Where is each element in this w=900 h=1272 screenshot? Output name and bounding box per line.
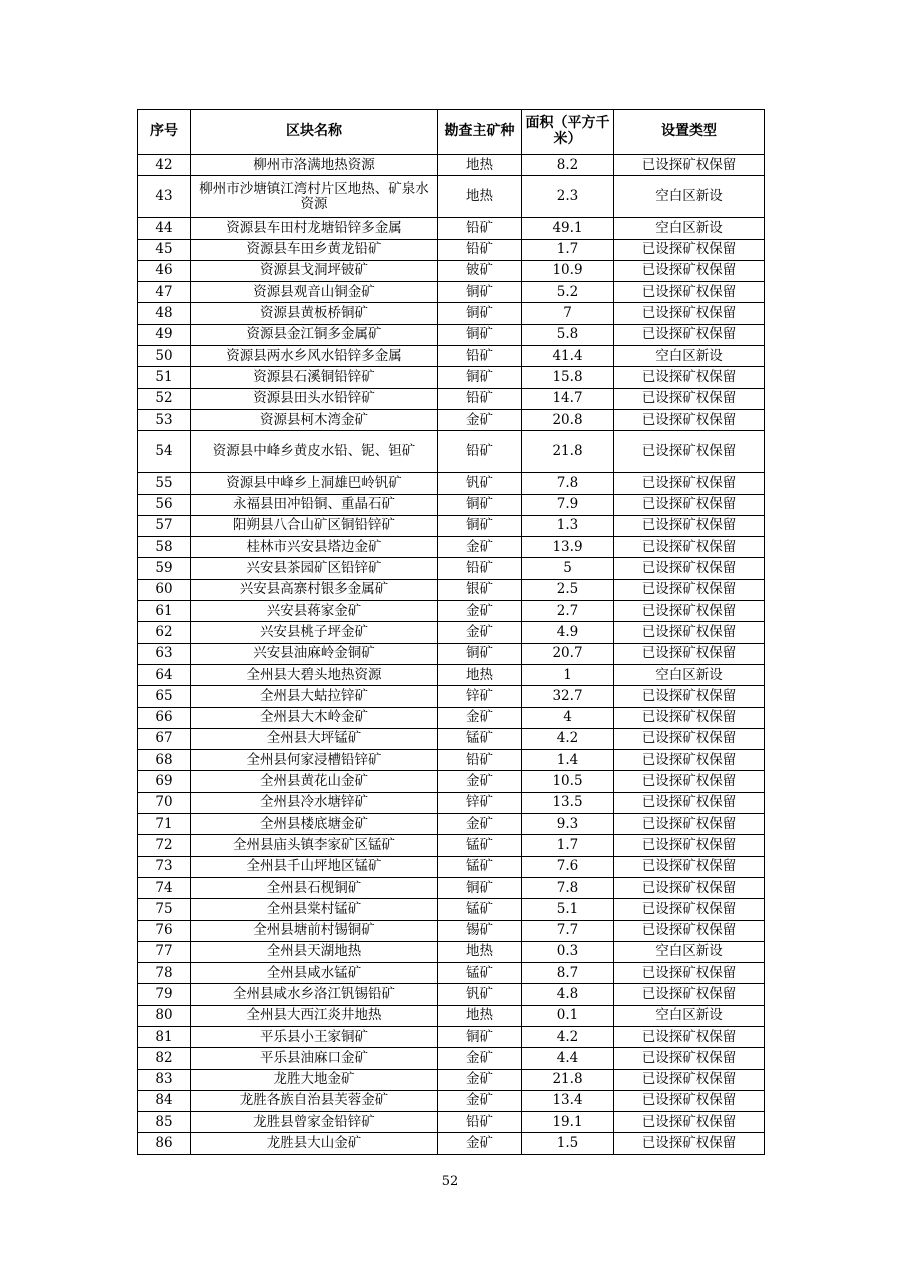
table-row <box>138 537 765 558</box>
cell-type: 空白区新设 <box>614 346 765 367</box>
cell-name: 资源县车田村龙塘铅锌多金属 <box>191 218 438 239</box>
table-row <box>138 388 765 409</box>
cell-area: 5.1 <box>522 899 614 920</box>
table-row <box>138 1133 765 1154</box>
cell-type: 空白区新设 <box>614 176 765 218</box>
cell-type: 已设探矿权保留 <box>614 1133 765 1154</box>
table-row <box>138 1005 765 1026</box>
cell-area: 32.7 <box>522 686 614 707</box>
cell-no: 76 <box>138 920 191 941</box>
cell-area: 1.5 <box>522 1133 614 1154</box>
cell-area: 15.8 <box>522 367 614 388</box>
cell-mineral: 地热 <box>438 1005 522 1026</box>
cell-name: 兴安县茶园矿区铅锌矿 <box>191 558 438 579</box>
cell-area: 4.2 <box>522 1026 614 1047</box>
cell-no: 68 <box>138 750 191 771</box>
cell-mineral: 铜矿 <box>438 282 522 303</box>
cell-name: 全州县大木岭金矿 <box>191 707 438 728</box>
header-no: 序号 <box>138 110 191 155</box>
table-row <box>138 622 765 643</box>
cell-area: 20.8 <box>522 409 614 430</box>
cell-name: 全州县大碧头地热资源 <box>191 664 438 685</box>
cell-name: 全州县天湖地热 <box>191 941 438 962</box>
table-row <box>138 963 765 984</box>
cell-no: 46 <box>138 260 191 281</box>
table-row <box>138 431 765 473</box>
cell-type: 已设探矿权保留 <box>614 473 765 494</box>
cell-name: 资源县中峰乡黄皮水铅、铌、钽矿 <box>191 431 438 473</box>
cell-area: 7.8 <box>522 877 614 898</box>
cell-no: 53 <box>138 409 191 430</box>
table-row <box>138 1069 765 1090</box>
cell-name: 资源县两水乡风水铅锌多金属 <box>191 346 438 367</box>
cell-no: 83 <box>138 1069 191 1090</box>
cell-no: 65 <box>138 686 191 707</box>
cell-type: 已设探矿权保留 <box>614 1048 765 1069</box>
cell-no: 43 <box>138 176 191 218</box>
cell-mineral: 铅矿 <box>438 218 522 239</box>
cell-area: 41.4 <box>522 346 614 367</box>
cell-area: 7.9 <box>522 494 614 515</box>
cell-no: 50 <box>138 346 191 367</box>
table-row <box>138 558 765 579</box>
cell-area: 2.5 <box>522 579 614 600</box>
cell-mineral: 地热 <box>438 664 522 685</box>
cell-name: 资源县中峰乡上洞雄巴岭钒矿 <box>191 473 438 494</box>
cell-no: 63 <box>138 643 191 664</box>
table-row <box>138 664 765 685</box>
cell-name: 全州县大蛄拉锌矿 <box>191 686 438 707</box>
table-row <box>138 1026 765 1047</box>
cell-type: 已设探矿权保留 <box>614 494 765 515</box>
cell-type: 已设探矿权保留 <box>614 558 765 579</box>
cell-name: 龙胜各族自治县芙蓉金矿 <box>191 1090 438 1111</box>
cell-no: 72 <box>138 835 191 856</box>
table-row <box>138 155 765 176</box>
cell-type: 已设探矿权保留 <box>614 899 765 920</box>
cell-no: 52 <box>138 388 191 409</box>
cell-mineral: 锰矿 <box>438 728 522 749</box>
cell-area: 4 <box>522 707 614 728</box>
header-name: 区块名称 <box>191 110 438 155</box>
table-row <box>138 707 765 728</box>
table-row <box>138 218 765 239</box>
header-area: 面积（平方千米） <box>522 110 614 155</box>
cell-mineral: 铅矿 <box>438 346 522 367</box>
table-row <box>138 239 765 260</box>
cell-area: 7 <box>522 303 614 324</box>
cell-no: 55 <box>138 473 191 494</box>
header-type: 设置类型 <box>614 110 765 155</box>
table-row <box>138 579 765 600</box>
cell-mineral: 地热 <box>438 941 522 962</box>
cell-no: 66 <box>138 707 191 728</box>
table-row <box>138 1090 765 1111</box>
cell-type: 已设探矿权保留 <box>614 622 765 643</box>
cell-type: 已设探矿权保留 <box>614 431 765 473</box>
cell-area: 9.3 <box>522 814 614 835</box>
cell-mineral: 金矿 <box>438 601 522 622</box>
cell-area: 7.8 <box>522 473 614 494</box>
cell-name: 全州县黄花山金矿 <box>191 771 438 792</box>
table-row <box>138 941 765 962</box>
cell-area: 8.7 <box>522 963 614 984</box>
cell-mineral: 锰矿 <box>438 899 522 920</box>
cell-mineral: 铜矿 <box>438 1026 522 1047</box>
header-mineral: 勘查主矿种 <box>438 110 522 155</box>
table-row <box>138 601 765 622</box>
cell-type: 已设探矿权保留 <box>614 324 765 345</box>
cell-type: 已设探矿权保留 <box>614 155 765 176</box>
cell-type: 已设探矿权保留 <box>614 1026 765 1047</box>
cell-name: 柳州市洛满地热资源 <box>191 155 438 176</box>
cell-area: 4.2 <box>522 728 614 749</box>
cell-name: 全州县冷水塘锌矿 <box>191 792 438 813</box>
cell-mineral: 金矿 <box>438 771 522 792</box>
table-row <box>138 792 765 813</box>
cell-name: 资源县戈洞坪铍矿 <box>191 260 438 281</box>
cell-type: 已设探矿权保留 <box>614 515 765 536</box>
page-number: 52 <box>441 1174 459 1189</box>
cell-name: 全州县大西江炎井地热 <box>191 1005 438 1026</box>
table-row <box>138 686 765 707</box>
cell-mineral: 金矿 <box>438 1048 522 1069</box>
table-row <box>138 515 765 536</box>
table-row <box>138 260 765 281</box>
table-row <box>138 176 765 218</box>
cell-no: 70 <box>138 792 191 813</box>
cell-no: 59 <box>138 558 191 579</box>
cell-mineral: 铅矿 <box>438 239 522 260</box>
cell-area: 7.6 <box>522 856 614 877</box>
cell-name: 龙胜大地金矿 <box>191 1069 438 1090</box>
cell-mineral: 锌矿 <box>438 686 522 707</box>
cell-mineral: 铜矿 <box>438 494 522 515</box>
cell-mineral: 铜矿 <box>438 643 522 664</box>
cell-name: 资源县黄板桥铜矿 <box>191 303 438 324</box>
cell-mineral: 锰矿 <box>438 963 522 984</box>
cell-area: 7.7 <box>522 920 614 941</box>
cell-no: 44 <box>138 218 191 239</box>
cell-area: 0.1 <box>522 1005 614 1026</box>
table-row <box>138 771 765 792</box>
cell-mineral: 铜矿 <box>438 877 522 898</box>
cell-type: 已设探矿权保留 <box>614 1090 765 1111</box>
cell-name: 兴安县高寨村银多金属矿 <box>191 579 438 600</box>
table-row <box>138 282 765 303</box>
cell-area: 5.8 <box>522 324 614 345</box>
cell-no: 84 <box>138 1090 191 1111</box>
cell-no: 49 <box>138 324 191 345</box>
cell-type: 已设探矿权保留 <box>614 750 765 771</box>
table-row <box>138 835 765 856</box>
cell-name: 平乐县小王家铜矿 <box>191 1026 438 1047</box>
table-row <box>138 814 765 835</box>
table-row <box>138 1112 765 1133</box>
cell-mineral: 铜矿 <box>438 303 522 324</box>
cell-name: 资源县田头水铅锌矿 <box>191 388 438 409</box>
cell-area: 5.2 <box>522 282 614 303</box>
cell-type: 已设探矿权保留 <box>614 1112 765 1133</box>
cell-mineral: 铅矿 <box>438 388 522 409</box>
cell-type: 已设探矿权保留 <box>614 856 765 877</box>
cell-name: 全州县石枧铜矿 <box>191 877 438 898</box>
cell-name: 资源县柯木湾金矿 <box>191 409 438 430</box>
cell-area: 2.3 <box>522 176 614 218</box>
cell-no: 58 <box>138 537 191 558</box>
cell-no: 64 <box>138 664 191 685</box>
cell-name: 龙胜县大山金矿 <box>191 1133 438 1154</box>
cell-type: 已设探矿权保留 <box>614 643 765 664</box>
cell-name: 永福县田冲铅铜、重晶石矿 <box>191 494 438 515</box>
cell-no: 56 <box>138 494 191 515</box>
cell-area: 4.9 <box>522 622 614 643</box>
table-row <box>138 494 765 515</box>
cell-no: 69 <box>138 771 191 792</box>
cell-no: 80 <box>138 1005 191 1026</box>
cell-type: 已设探矿权保留 <box>614 984 765 1005</box>
cell-type: 已设探矿权保留 <box>614 1069 765 1090</box>
cell-type: 已设探矿权保留 <box>614 920 765 941</box>
table-row <box>138 324 765 345</box>
cell-mineral: 金矿 <box>438 622 522 643</box>
cell-mineral: 地热 <box>438 176 522 218</box>
cell-name: 平乐县油麻口金矿 <box>191 1048 438 1069</box>
cell-area: 1.4 <box>522 750 614 771</box>
cell-mineral: 铅矿 <box>438 1112 522 1133</box>
cell-no: 75 <box>138 899 191 920</box>
cell-area: 8.2 <box>522 155 614 176</box>
table-row <box>138 367 765 388</box>
table-row <box>138 1048 765 1069</box>
cell-area: 10.5 <box>522 771 614 792</box>
cell-name: 全州县千山坪地区锰矿 <box>191 856 438 877</box>
table-row <box>138 856 765 877</box>
cell-mineral: 锰矿 <box>438 835 522 856</box>
cell-area: 5 <box>522 558 614 579</box>
cell-mineral: 金矿 <box>438 1090 522 1111</box>
table-row <box>138 346 765 367</box>
cell-type: 已设探矿权保留 <box>614 409 765 430</box>
cell-area: 4.8 <box>522 984 614 1005</box>
table-row <box>138 750 765 771</box>
cell-name: 兴安县蒋家金矿 <box>191 601 438 622</box>
table-row <box>138 877 765 898</box>
cell-type: 已设探矿权保留 <box>614 303 765 324</box>
cell-name: 阳朔县八合山矿区铜铅锌矿 <box>191 515 438 536</box>
cell-mineral: 铜矿 <box>438 515 522 536</box>
cell-type: 已设探矿权保留 <box>614 707 765 728</box>
cell-no: 74 <box>138 877 191 898</box>
cell-no: 73 <box>138 856 191 877</box>
cell-area: 10.9 <box>522 260 614 281</box>
cell-type: 已设探矿权保留 <box>614 771 765 792</box>
cell-no: 79 <box>138 984 191 1005</box>
cell-type: 已设探矿权保留 <box>614 579 765 600</box>
cell-mineral: 金矿 <box>438 814 522 835</box>
cell-type: 已设探矿权保留 <box>614 814 765 835</box>
cell-area: 0.3 <box>522 941 614 962</box>
cell-mineral: 铅矿 <box>438 558 522 579</box>
cell-no: 48 <box>138 303 191 324</box>
cell-area: 21.8 <box>522 1069 614 1090</box>
cell-mineral: 金矿 <box>438 707 522 728</box>
cell-mineral: 金矿 <box>438 1069 522 1090</box>
cell-type: 已设探矿权保留 <box>614 728 765 749</box>
cell-mineral: 地热 <box>438 155 522 176</box>
cell-no: 86 <box>138 1133 191 1154</box>
cell-no: 60 <box>138 579 191 600</box>
cell-name: 资源县金江铜多金属矿 <box>191 324 438 345</box>
cell-type: 空白区新设 <box>614 941 765 962</box>
cell-mineral: 金矿 <box>438 409 522 430</box>
cell-mineral: 锡矿 <box>438 920 522 941</box>
cell-area: 1.3 <box>522 515 614 536</box>
cell-type: 已设探矿权保留 <box>614 537 765 558</box>
cell-type: 已设探矿权保留 <box>614 877 765 898</box>
cell-type: 已设探矿权保留 <box>614 792 765 813</box>
cell-type: 已设探矿权保留 <box>614 686 765 707</box>
cell-no: 82 <box>138 1048 191 1069</box>
cell-no: 85 <box>138 1112 191 1133</box>
cell-mineral: 铅矿 <box>438 431 522 473</box>
cell-area: 4.4 <box>522 1048 614 1069</box>
cell-area: 13.4 <box>522 1090 614 1111</box>
cell-type: 已设探矿权保留 <box>614 601 765 622</box>
cell-name: 全州县何家浸槽铅锌矿 <box>191 750 438 771</box>
table-row <box>138 984 765 1005</box>
cell-area: 13.5 <box>522 792 614 813</box>
cell-mineral: 金矿 <box>438 537 522 558</box>
cell-type: 空白区新设 <box>614 664 765 685</box>
cell-area: 13.9 <box>522 537 614 558</box>
cell-name: 兴安县桃子坪金矿 <box>191 622 438 643</box>
cell-name: 全州县塘前村锡铜矿 <box>191 920 438 941</box>
cell-mineral: 铅矿 <box>438 750 522 771</box>
cell-name: 全州县咸水乡洛江钒锡铅矿 <box>191 984 438 1005</box>
table-row <box>138 920 765 941</box>
cell-mineral: 锌矿 <box>438 792 522 813</box>
cell-no: 42 <box>138 155 191 176</box>
cell-area: 49.1 <box>522 218 614 239</box>
table-row <box>138 303 765 324</box>
table-row <box>138 728 765 749</box>
cell-area: 14.7 <box>522 388 614 409</box>
cell-type: 空白区新设 <box>614 1005 765 1026</box>
cell-no: 62 <box>138 622 191 643</box>
cell-name: 资源县石溪铜铅锌矿 <box>191 367 438 388</box>
cell-area: 1 <box>522 664 614 685</box>
cell-type: 已设探矿权保留 <box>614 367 765 388</box>
cell-mineral: 金矿 <box>438 1133 522 1154</box>
cell-name: 全州县大坪锰矿 <box>191 728 438 749</box>
cell-name: 桂林市兴安县塔边金矿 <box>191 537 438 558</box>
cell-no: 71 <box>138 814 191 835</box>
cell-area: 1.7 <box>522 835 614 856</box>
cell-mineral: 铍矿 <box>438 260 522 281</box>
cell-no: 57 <box>138 515 191 536</box>
cell-mineral: 钒矿 <box>438 473 522 494</box>
cell-name: 全州县庙头镇李家矿区锰矿 <box>191 835 438 856</box>
cell-no: 67 <box>138 728 191 749</box>
cell-type: 已设探矿权保留 <box>614 239 765 260</box>
cell-area: 2.7 <box>522 601 614 622</box>
cell-mineral: 铜矿 <box>438 324 522 345</box>
cell-name: 全州县咸水锰矿 <box>191 963 438 984</box>
cell-type: 已设探矿权保留 <box>614 963 765 984</box>
cell-name: 龙胜县曾家金铅锌矿 <box>191 1112 438 1133</box>
cell-name: 全州县楼底塘金矿 <box>191 814 438 835</box>
cell-no: 78 <box>138 963 191 984</box>
cell-mineral: 铜矿 <box>438 367 522 388</box>
table-header-row <box>138 110 765 155</box>
cell-name: 资源县车田乡黄龙铅矿 <box>191 239 438 260</box>
table-row <box>138 899 765 920</box>
cell-type: 空白区新设 <box>614 218 765 239</box>
table-row <box>138 473 765 494</box>
table-row <box>138 643 765 664</box>
cell-type: 已设探矿权保留 <box>614 388 765 409</box>
cell-area: 21.8 <box>522 431 614 473</box>
cell-area: 20.7 <box>522 643 614 664</box>
cell-type: 已设探矿权保留 <box>614 835 765 856</box>
cell-no: 61 <box>138 601 191 622</box>
cell-name: 资源县观音山铜金矿 <box>191 282 438 303</box>
cell-name: 柳州市沙塘镇江湾村片区地热、矿泉水资源 <box>191 176 438 218</box>
exploration-block-table <box>137 109 765 1155</box>
cell-area: 1.7 <box>522 239 614 260</box>
cell-no: 77 <box>138 941 191 962</box>
cell-area: 19.1 <box>522 1112 614 1133</box>
cell-mineral: 锰矿 <box>438 856 522 877</box>
cell-type: 已设探矿权保留 <box>614 282 765 303</box>
cell-mineral: 钒矿 <box>438 984 522 1005</box>
cell-no: 47 <box>138 282 191 303</box>
table-row <box>138 409 765 430</box>
cell-no: 81 <box>138 1026 191 1047</box>
cell-type: 已设探矿权保留 <box>614 260 765 281</box>
cell-name: 全州县棠村锰矿 <box>191 899 438 920</box>
cell-no: 54 <box>138 431 191 473</box>
cell-mineral: 银矿 <box>438 579 522 600</box>
cell-name: 兴安县油麻岭金铜矿 <box>191 643 438 664</box>
cell-no: 51 <box>138 367 191 388</box>
cell-no: 45 <box>138 239 191 260</box>
